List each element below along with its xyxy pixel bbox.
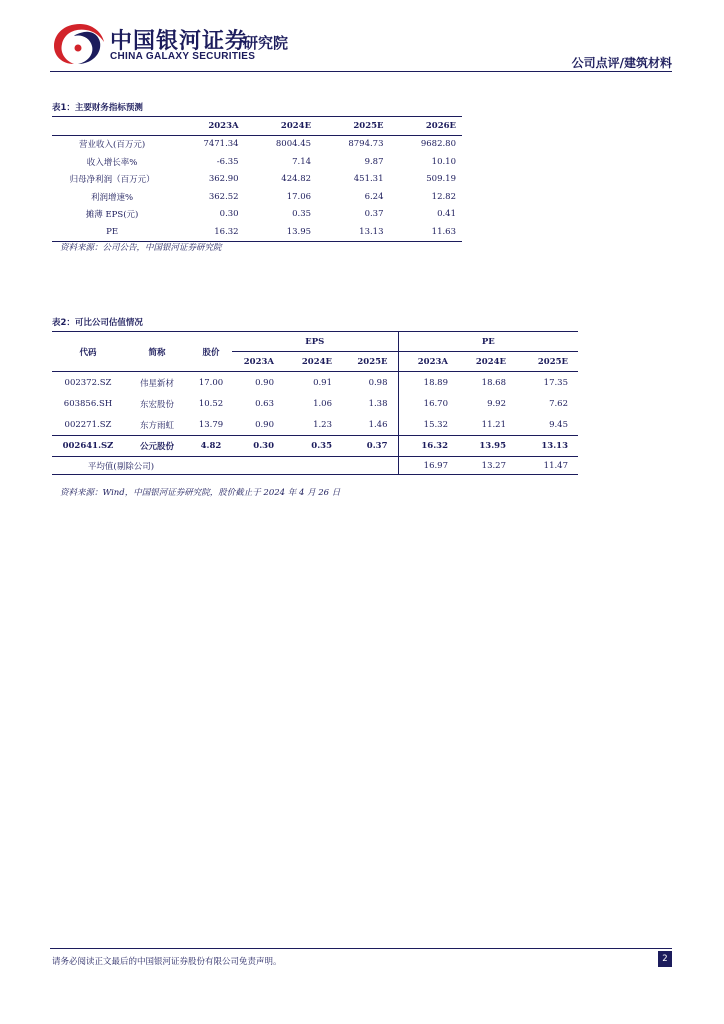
cell: -6.35 <box>216 156 239 167</box>
row-label: 摊薄 EPS(元) <box>85 210 139 221</box>
cell-pe: 11.47 <box>543 460 568 471</box>
cell-pe: 16.70 <box>398 393 458 414</box>
header-price: 股价 <box>190 332 232 372</box>
table-row <box>52 372 578 394</box>
cell: 6.24 <box>364 191 384 202</box>
table-header-row <box>52 117 462 136</box>
cell-code: 002372.SZ <box>64 377 112 388</box>
cell: 12.82 <box>431 191 456 202</box>
empty-cell <box>232 457 284 475</box>
table1-caption: 表1：主要财务指标预测 <box>52 103 143 113</box>
row-label: 归母净利润（百万元） <box>69 175 155 186</box>
cell: 509.19 <box>426 174 456 185</box>
table-row <box>52 135 462 153</box>
cell-pe: 18.89 <box>398 372 458 394</box>
table2-source-note: 资料来源：Wind，中国银河证券研究院，股价截止于 2024 年 4 月 26 日 <box>60 488 341 498</box>
cell: 8794.73 <box>348 139 384 150</box>
cell: 9682.80 <box>420 139 456 150</box>
cell-eps: 0.37 <box>342 436 398 457</box>
disclaimer-text: 请务必阅读正文最后的中国银河证券股份有限公司免责声明。 <box>52 957 282 967</box>
cell-price: 4.82 <box>190 436 232 457</box>
table-row <box>52 153 462 171</box>
row-label: 收入增长率% <box>86 157 138 168</box>
cell-eps: 0.30 <box>232 436 284 457</box>
header-name: 简称 <box>124 332 190 372</box>
header-divider <box>50 71 672 72</box>
header-eps-year: 2024E <box>284 352 342 372</box>
cell: 0.37 <box>364 209 384 220</box>
cell-pe: 13.95 <box>458 436 516 457</box>
table2-caption: 表2：可比公司估值情况 <box>52 318 143 328</box>
report-type-label: 公司点评/建筑材料 <box>571 56 672 70</box>
table-group-header-row <box>52 332 578 352</box>
cell: 17.06 <box>286 191 312 202</box>
table-row <box>52 414 578 436</box>
average-row <box>52 457 578 475</box>
cell-name: 东宏股份 <box>139 399 174 410</box>
header-eps-year: 2025E <box>342 352 398 372</box>
cell-eps: 1.46 <box>368 419 388 430</box>
cell: 16.32 <box>214 226 239 237</box>
comparable-valuation-table <box>52 331 578 475</box>
cell-code: 002641.SZ <box>52 436 124 457</box>
empty-cell <box>342 457 398 475</box>
header-pe-year: 2025E <box>516 352 578 372</box>
table-row <box>52 393 578 414</box>
table-row <box>52 188 462 206</box>
cell: 0.35 <box>292 209 312 220</box>
cell: 362.52 <box>208 191 239 202</box>
institute-label: 研究院 <box>243 34 289 52</box>
cell-pe: 16.32 <box>398 436 458 457</box>
footer-divider <box>50 948 672 949</box>
cell-code: 603856.SH <box>63 398 113 409</box>
galaxy-logo-icon <box>50 20 110 68</box>
cell-name: 东方雨虹 <box>139 420 174 431</box>
cell-pe: 9.92 <box>487 398 506 409</box>
cell: 13.95 <box>286 226 312 237</box>
cell: 424.82 <box>281 174 312 185</box>
cell: 7471.34 <box>203 139 239 150</box>
cell-price: 13.79 <box>198 419 224 430</box>
header-pe-year: 2024E <box>458 352 516 372</box>
cell-price: 10.52 <box>198 398 224 409</box>
cell: 0.30 <box>219 209 239 220</box>
cell-pe: 16.97 <box>398 457 458 475</box>
page-number: 2 <box>658 951 672 967</box>
cell-eps: 1.06 <box>313 398 332 409</box>
cell: 11.63 <box>431 226 456 237</box>
table-row <box>52 171 462 189</box>
cell-price: 17.00 <box>198 377 224 388</box>
cell-eps: 0.63 <box>255 398 274 409</box>
row-label: 营业收入(百万元) <box>79 140 146 151</box>
average-label: 平均值(剔除公司) <box>87 461 155 472</box>
cell-pe: 11.21 <box>481 419 506 430</box>
cell: 10.10 <box>431 156 456 167</box>
page-header <box>0 0 724 80</box>
cell-name: 公元股份 <box>124 436 190 457</box>
cell-pe: 13.27 <box>481 460 506 471</box>
target-company-row <box>52 436 578 457</box>
table-row <box>52 206 462 224</box>
cell: 7.14 <box>292 156 312 167</box>
cell-eps: 0.91 <box>313 377 332 388</box>
row-label: PE <box>106 226 119 237</box>
cell-eps: 0.98 <box>368 377 388 388</box>
cell-pe: 18.68 <box>481 377 506 388</box>
cell: 451.31 <box>353 174 384 185</box>
header-pe-group: PE <box>398 332 578 352</box>
cell: 0.41 <box>437 209 456 220</box>
header-cell: 2023A <box>172 117 244 136</box>
cell-eps: 0.90 <box>255 419 274 430</box>
brand-name-cn: 中国银河证券 <box>110 29 249 54</box>
header-eps-year: 2023A <box>232 352 284 372</box>
brand-name-en: CHINA GALAXY SECURITIES <box>110 51 256 62</box>
header-cell: 2026E <box>390 117 463 136</box>
cell-eps: 0.35 <box>284 436 342 457</box>
cell-pe: 13.13 <box>516 436 578 457</box>
header-cell <box>52 117 172 136</box>
header-pe-year: 2023A <box>398 352 458 372</box>
cell: 9.87 <box>364 156 384 167</box>
header-cell: 2024E <box>245 117 317 136</box>
cell-name: 伟星新材 <box>139 378 174 389</box>
cell-pe: 7.62 <box>549 398 568 409</box>
financial-forecast-table <box>52 116 462 242</box>
empty-cell <box>190 457 232 475</box>
cell: 362.90 <box>208 174 239 185</box>
table-row <box>52 223 462 241</box>
cell-eps: 0.90 <box>255 377 274 388</box>
row-label: 利润增速% <box>91 192 134 203</box>
header-cell: 2025E <box>317 117 389 136</box>
header-code: 代码 <box>52 332 124 372</box>
cell-pe: 9.45 <box>549 419 568 430</box>
cell-pe: 17.35 <box>543 377 568 388</box>
cell-eps: 1.23 <box>313 419 332 430</box>
cell-pe: 15.32 <box>398 414 458 436</box>
cell: 8004.45 <box>275 139 312 150</box>
table1-source-note: 资料来源：公司公告，中国银河证券研究院 <box>60 243 222 253</box>
cell-code: 002271.SZ <box>64 419 112 430</box>
cell: 13.13 <box>359 226 384 237</box>
empty-cell <box>284 457 342 475</box>
header-eps-group: EPS <box>232 332 398 352</box>
cell-eps: 1.38 <box>368 398 388 409</box>
